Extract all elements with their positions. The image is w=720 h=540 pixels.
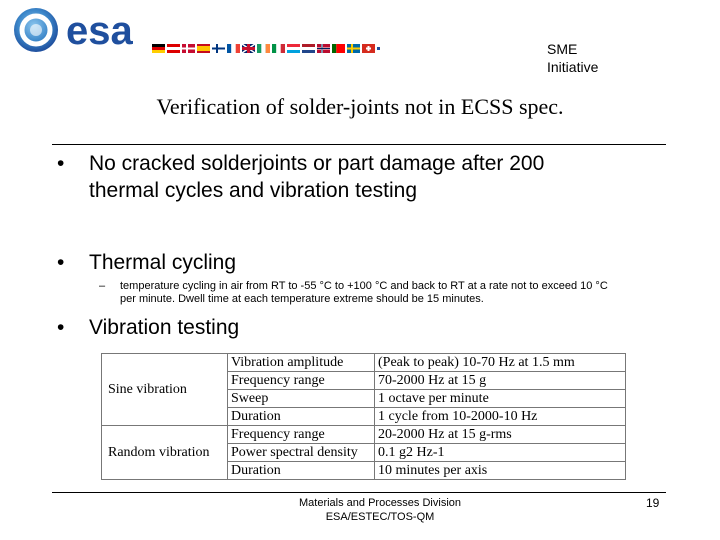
- value-cell: 20-2000 Hz at 15 g-rms: [375, 426, 626, 444]
- parameter-cell: Frequency range: [228, 426, 375, 444]
- parameter-cell: Vibration amplitude: [228, 354, 375, 372]
- bullet-text: Thermal cycling: [89, 251, 237, 274]
- value-cell: 70-2000 Hz at 15 g: [375, 372, 626, 390]
- table-row: [102, 354, 626, 372]
- esa-logo: [8, 4, 380, 60]
- flags-strip: [152, 44, 380, 53]
- value-cell: 0.1 g2 Hz-1: [375, 444, 626, 462]
- vibration-table: [101, 353, 626, 480]
- sub-bullet-line2: per minute. Dwell time at each temperature extreme should be 15 minutes.: [120, 293, 484, 305]
- value-cell: 1 octave per minute: [375, 390, 626, 408]
- value-cell: (Peak to peak) 10-70 Hz at 1.5 mm: [375, 354, 626, 372]
- bullet-marker: •: [57, 251, 65, 274]
- group-cell-random: Random vibration: [102, 426, 228, 480]
- parameter-cell: Power spectral density: [228, 444, 375, 462]
- parameter-cell: Duration: [228, 462, 375, 480]
- sub-bullet-line1: temperature cycling in air from RT to -55 °C to +100 °C and back to RT at a rate not to exceed 10 °C: [120, 280, 608, 292]
- group-cell-sine: Sine vibration: [102, 354, 228, 426]
- parameter-cell: Frequency range: [228, 372, 375, 390]
- sme-line: SME: [547, 41, 578, 57]
- table-row: [102, 426, 626, 444]
- sub-bullet-marker: –: [99, 280, 106, 292]
- esa-logo-text: esa: [66, 9, 133, 53]
- bullet-text-line1: No cracked solderjoints or part damage after 200: [89, 152, 545, 175]
- footer-divider: [52, 492, 666, 493]
- value-cell: 1 cycle from 10-2000-10 Hz: [375, 408, 626, 426]
- bullet-marker: •: [57, 152, 65, 175]
- footer-division: [230, 496, 530, 524]
- slide-title: Verification of solder-joints not in ECSS spec.: [156, 94, 564, 119]
- value-cell: 10 minutes per axis: [375, 462, 626, 480]
- footer-line2: ESA/ESTEC/TOS-QM: [325, 511, 435, 523]
- bullet-text-line2: thermal cycles and vibration testing: [89, 179, 417, 202]
- initiative-line: Initiative: [547, 59, 599, 75]
- parameter-cell: Sweep: [228, 390, 375, 408]
- page-number: 19: [646, 496, 660, 510]
- bullet-marker: •: [57, 316, 65, 339]
- footer-line1: Materials and Processes Division: [298, 497, 461, 509]
- sme-initiative-label: [547, 40, 598, 76]
- title-divider: [52, 144, 666, 145]
- parameter-cell: Duration: [228, 408, 375, 426]
- bullet-text: Vibration testing: [89, 316, 240, 339]
